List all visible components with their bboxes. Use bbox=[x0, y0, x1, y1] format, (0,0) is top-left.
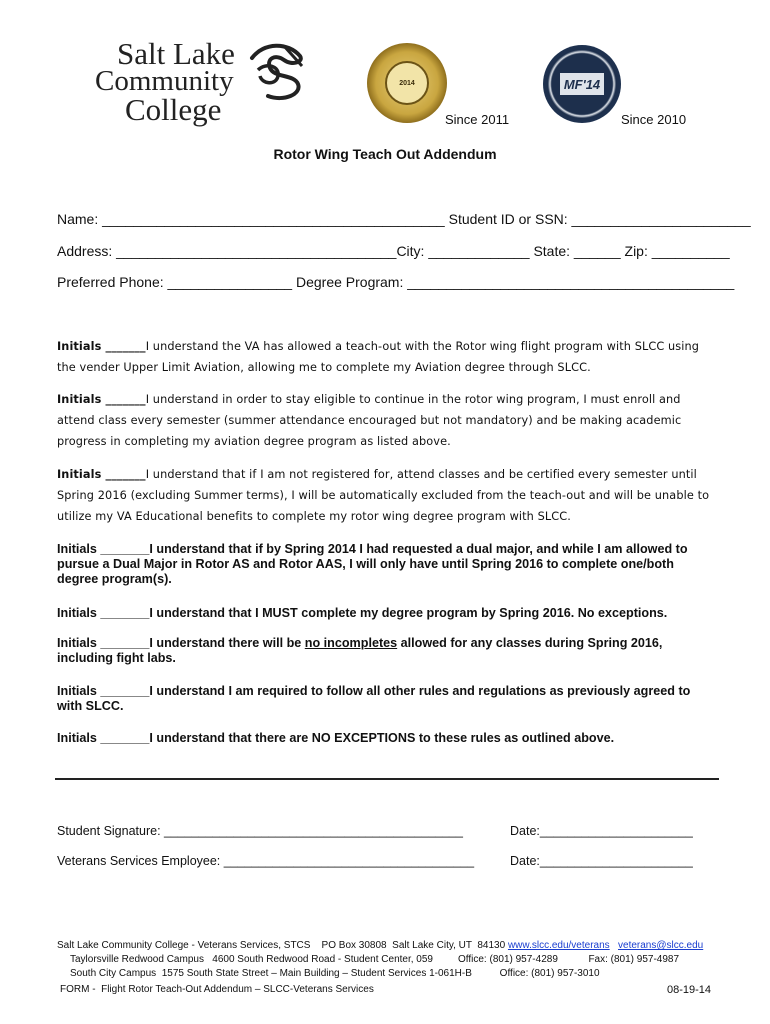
paragraph-text: I understand I am required to follow all other rules and regulations as previously agreed to with SLCC. bbox=[57, 684, 691, 713]
paragraph-text: I understand that I MUST complete my degree program by Spring 2016. No exceptions. bbox=[149, 606, 668, 620]
initials-paragraph-3 bbox=[57, 464, 717, 527]
footer-south-city-line: South City Campus 1575 South State Street – Main Building – Student Services 1-061H-B Office: (801) 957-3010 bbox=[70, 968, 600, 979]
since-right: Since 2010 bbox=[621, 112, 687, 127]
initials-paragraph-5 bbox=[57, 606, 717, 621]
paragraph-text-after: allowed for any classes during Spring 2016, including fight labs. bbox=[57, 636, 663, 665]
footer-address-text: Salt Lake Community College - Veterans Services, STCS PO Box 30808 Salt Lake City, UT 84130 bbox=[57, 940, 508, 951]
paragraph-text: I understand the VA has allowed a teach-out with the Rotor wing flight program with SLCC using the vender Upper Limit Aviation, allowing me to complete my Aviation degree through SLCC. bbox=[57, 340, 700, 374]
footer-address-line bbox=[57, 940, 703, 951]
seal-mf-text: MF'14 bbox=[563, 76, 601, 92]
initials-blank[interactable]: Initials _______ bbox=[57, 468, 146, 481]
phone-field-line[interactable]: Preferred Phone: ________________ Degree Program: __________________________________________ bbox=[57, 274, 735, 290]
initials-paragraph-6 bbox=[57, 636, 717, 666]
logo-line-3: College bbox=[125, 92, 222, 127]
initials-blank[interactable]: Initials _______ bbox=[57, 731, 150, 745]
initials-paragraph-4 bbox=[57, 542, 717, 587]
paragraph-text: I understand that if by Spring 2014 I had requested a dual major, and while I am allowed to pursue a Dual Major in Rotor AS and Rotor AAS, I will only have until Spring 2016 to complete one/both degree program(s). bbox=[57, 542, 688, 586]
initials-paragraph-8 bbox=[57, 731, 717, 746]
initials-blank[interactable]: Initials _______ bbox=[57, 606, 150, 620]
footer-taylorsville-line: Taylorsville Redwood Campus 4600 South Redwood Road - Student Center, 059 Office: (801) 957-4289 Fax: (801) 957-4987 bbox=[70, 954, 680, 965]
initials-blank[interactable]: Initials _______ bbox=[57, 636, 150, 650]
veterans-website-link[interactable]: www.slcc.edu/veterans bbox=[507, 940, 610, 951]
best-for-vets-seal bbox=[367, 43, 447, 123]
seal-vets-year: 2014 bbox=[399, 79, 415, 87]
initials-paragraph-1 bbox=[57, 336, 717, 378]
paragraph-text: I understand that there are NO EXCEPTIONS to these rules as outlined above. bbox=[149, 731, 615, 745]
paragraph-text: I understand that if I am not registered for, attend classes and be certified every semester until Spring 2016 (excluding Summer terms), I will be automatically excluded from the teach-out and will be unable to utilize my VA Educational benefits to complete my rotor wing degree program with SLCC. bbox=[57, 468, 710, 523]
address-field-line[interactable]: Address: ____________________________________City: _____________ State: ______ Zip: __________ bbox=[57, 243, 730, 259]
employee-date-field[interactable]: Date:______________________ bbox=[510, 854, 693, 868]
initials-blank[interactable]: Initials _______ bbox=[57, 542, 150, 556]
paragraph-text: I understand in order to stay eligible to continue in the rotor wing program, I must enroll and attend class every semester (summer attendance encouraged but not mandatory) and be making academic progress in completing my aviation degree program as listed above. bbox=[57, 393, 682, 448]
initials-paragraph-2 bbox=[57, 389, 717, 452]
footer-form-label: FORM - Flight Rotor Teach-Out Addendum – SLCC-Veterans Services bbox=[60, 984, 374, 995]
employee-signature-field[interactable]: Veterans Services Employee: ____________________________________ bbox=[57, 854, 475, 868]
initials-blank[interactable]: Initials _______ bbox=[57, 684, 150, 698]
military-friendly-seal bbox=[543, 45, 621, 123]
initials-blank[interactable]: Initials _______ bbox=[57, 340, 146, 353]
initials-paragraph-7 bbox=[57, 684, 717, 714]
initials-blank[interactable]: Initials _______ bbox=[57, 393, 146, 406]
logo-line-1: Salt Lake bbox=[117, 36, 235, 71]
slcc-logo-text bbox=[95, 38, 235, 125]
form-title: Rotor Wing Teach Out Addendum bbox=[273, 146, 497, 162]
footer-form-date: 08-19-14 bbox=[667, 984, 712, 996]
paragraph-text-underlined: no incompletes bbox=[304, 636, 398, 650]
logo-line-2: Community bbox=[95, 65, 234, 97]
divider-line bbox=[55, 778, 719, 780]
since-left: Since 2011 bbox=[445, 112, 510, 127]
student-date-field[interactable]: Date:______________________ bbox=[510, 824, 693, 838]
slcc-logo-icon bbox=[244, 40, 308, 104]
paragraph-text-before: I understand there will be bbox=[149, 636, 305, 650]
student-signature-field[interactable]: Student Signature: ___________________________________________ bbox=[57, 824, 463, 838]
name-field-line[interactable]: Name: ____________________________________________ Student ID or SSN: _______________________ bbox=[57, 211, 751, 227]
veterans-email-link[interactable]: veterans@slcc.edu bbox=[618, 940, 704, 951]
